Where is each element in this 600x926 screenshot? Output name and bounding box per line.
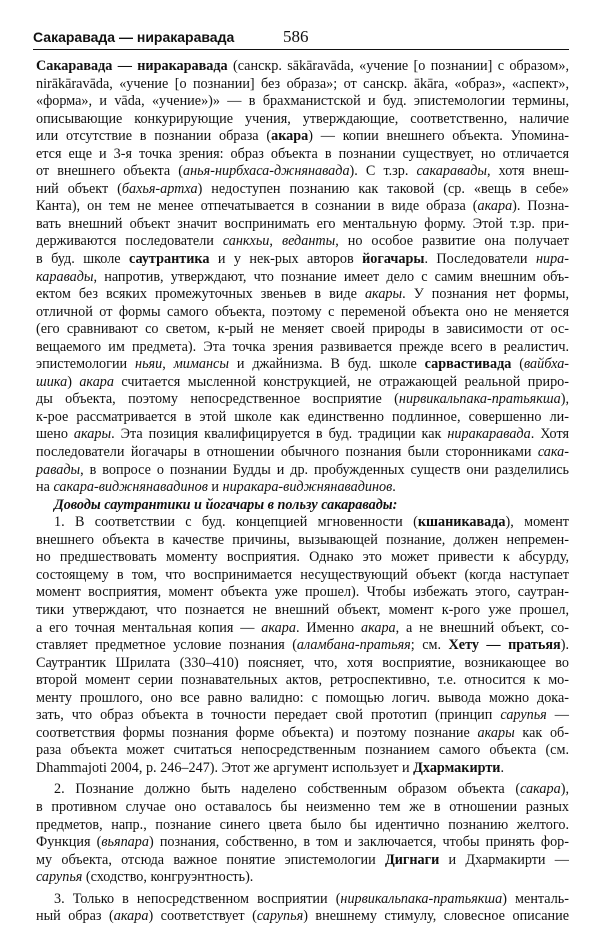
- text-run: ний объект (: [36, 180, 122, 197]
- page-header: [33, 27, 569, 50]
- text-run: 2. Познание должно быть наделено собственным образом объекта (: [54, 781, 521, 798]
- text-run: (санскр. sākāravāda, «учение [о познании] с образом»,: [227, 58, 569, 74]
- text-line: [36, 216, 569, 234]
- text-line: [36, 584, 569, 602]
- text-run: ектом без всяких промежуточных звеньев в виде: [36, 286, 365, 303]
- text-run: , а не внешний объект, со-: [395, 619, 569, 636]
- text-line: [36, 549, 569, 567]
- italic-term: шика: [36, 373, 68, 390]
- text-line: [36, 181, 569, 199]
- text-run: ) познания, собственно, в том и заключается, чтобы принять фор-: [148, 834, 569, 851]
- text-line: [36, 532, 569, 550]
- text-run: ). Позна-: [512, 198, 569, 215]
- italic-term: акары: [364, 286, 403, 303]
- italic-term: акара: [79, 373, 114, 390]
- text-line: [36, 869, 569, 887]
- article-body: [36, 58, 569, 926]
- text-line: [36, 760, 569, 778]
- italic-term: сакара: [520, 781, 561, 798]
- text-line: [36, 725, 569, 743]
- text-run: внешнего объекта в качестве причины, вызывающей познание, должен непремен-: [36, 531, 569, 548]
- text-run: тики утверждают, что познается не внешний объект, момент к-рого уже прошел,: [36, 601, 569, 618]
- text-run: .: [500, 759, 505, 776]
- text-run: последователи йогачары в отношении обычного познания были сторонниками: [36, 444, 538, 461]
- text-line: [36, 497, 569, 515]
- text-run: Канта), он тем не менее отпечатывается в сознании в виде образа (: [36, 198, 478, 215]
- text-run: ный образ (: [36, 908, 114, 925]
- italic-term: каравады: [36, 268, 94, 285]
- italic-term: бахья-артха: [121, 180, 198, 197]
- italic-term: акара: [113, 908, 149, 925]
- text-run: соответствия формы познания форме объекта) и поэтому познание: [36, 724, 478, 741]
- text-line: [36, 269, 569, 287]
- text-run: . У познания нет формы,: [402, 286, 569, 303]
- text-run: ,: [162, 356, 174, 373]
- text-run: раза объекта может считаться непосредственным познанием самого объекта (см.: [36, 742, 569, 759]
- text-line: [36, 908, 569, 926]
- text-run: и джайнизма. В буд. школе: [228, 356, 425, 373]
- text-run: от внешнего объекта (: [36, 163, 184, 180]
- text-run: описывающие конкурирующие учения, утверждающие, соответственно, наличие: [36, 110, 569, 127]
- text-run: ставляет предметное условие познания (: [36, 637, 297, 654]
- text-run: зать, что образ объекта в точности передает свой прототип (принцип: [36, 707, 501, 724]
- text-line: [36, 781, 569, 799]
- text-run: , хотя внеш-: [487, 163, 569, 180]
- text-line: [36, 391, 569, 409]
- page-number: 586: [283, 27, 309, 46]
- italic-term: мимансы: [173, 356, 229, 373]
- text-run: .: [392, 479, 396, 496]
- text-run: Dhammajoti 2004, p. 246–247). Этот же аргумент использует и: [36, 759, 414, 776]
- italic-term: нирвикальпака-пратьякша: [340, 890, 503, 907]
- text-line: [36, 163, 569, 181]
- italic-term: сакаравады: [416, 163, 488, 180]
- text-run: Функция (: [36, 834, 102, 851]
- text-line: [36, 426, 569, 444]
- text-line: [36, 637, 569, 655]
- text-line: [36, 286, 569, 304]
- text-line: [36, 321, 569, 339]
- italic-term: акара: [360, 619, 396, 636]
- text-line: [36, 339, 569, 357]
- text-run: в противном случае оно оставалось бы неизменно тем же в отношении разных: [36, 798, 569, 815]
- text-run: держиваются последователи: [36, 233, 223, 250]
- text-line: [36, 479, 569, 497]
- text-line: [36, 146, 569, 164]
- text-run: Саутрантик Шрилата (330–410) поясняет, что, хотя восприятие, возникающее во: [36, 654, 569, 671]
- text-run: . Эта позиция квалифицируется в буд. традиции как: [111, 426, 448, 443]
- italic-term: вайбха-: [523, 356, 570, 373]
- italic-term: ниракара-виджнянавадинов: [222, 479, 393, 496]
- text-run: но предшествовать моменту восприятия. Однако это может привести к абсурду,: [36, 549, 569, 566]
- text-line: [36, 304, 569, 322]
- italic-term: акары: [477, 724, 515, 741]
- text-line: [36, 128, 569, 146]
- italic-term: санкхьи: [222, 233, 270, 250]
- text-run: состоящему в том, что воспринимается несуществующий объект (когда наступает: [36, 566, 569, 583]
- text-run: ), момент: [505, 514, 570, 531]
- italic-term: акара: [261, 619, 296, 636]
- text-line: [36, 198, 569, 216]
- text-line: [36, 462, 569, 480]
- text-line: [36, 356, 569, 374]
- text-run: ). С т.зр.: [349, 163, 417, 180]
- text-run: му объекта, отсюда важное понятие эпистемологии: [36, 851, 385, 868]
- text-run: второй момент серии познавательных актов, ретроспективно, т.е. относится к мо-: [36, 672, 569, 689]
- bold-term: Хету — пратьяя: [448, 637, 561, 654]
- text-run: менту прошлого, оно все равно валидно: с помощью логич. вывода можно дока-: [36, 689, 569, 706]
- text-line: [36, 834, 569, 852]
- text-run: , но особое развитие она получает: [335, 233, 569, 250]
- italic-term: сакара-виджнянавадинов: [53, 479, 208, 496]
- bold-term: Сакаравада — ниракаравада: [36, 58, 228, 74]
- bold-term: акара: [271, 128, 309, 145]
- text-run: ).: [560, 637, 569, 654]
- text-line: [36, 742, 569, 760]
- text-run: (: [511, 356, 524, 373]
- text-run: ды объекта, поэтому непосредственное восприятие (: [36, 391, 399, 408]
- italic-term: вьяпара: [101, 834, 149, 851]
- text-line: [36, 374, 569, 392]
- text-run: . Последователи: [424, 251, 536, 268]
- text-run: ) недоступен познанию как таковой (ср. «вещь в себе»: [197, 180, 569, 197]
- text-run: на: [36, 479, 54, 496]
- bold-term: сарвастивада: [424, 356, 512, 373]
- text-run: к-рое рассматривается в этой школе как единственно подлинное, совершенно ли-: [36, 408, 569, 425]
- text-run: 1. В соответствии с буд. концепцией мгновенности (: [54, 514, 418, 531]
- text-run: ,: [269, 233, 282, 250]
- text-run: в буд. школе: [36, 251, 129, 268]
- text-line: [36, 251, 569, 269]
- bold-term: йогачары: [362, 251, 425, 268]
- text-run: и Дхармакирти —: [439, 851, 569, 868]
- italic-term: веданты: [281, 233, 336, 250]
- text-run: отличной от формы самого объекта, поэтому с переменой объекта оно не меняется: [36, 303, 569, 320]
- text-run: (сходство, конгруэнтность).: [82, 869, 254, 886]
- italic-term: сака-: [537, 444, 569, 461]
- italic-term: сарупья: [36, 869, 83, 886]
- italic-term: акара: [477, 198, 513, 215]
- text-line: [36, 444, 569, 462]
- italic-term: нирвикальпака-пратьякша: [398, 391, 561, 408]
- italic-term: ньяи: [135, 356, 163, 373]
- text-line: [36, 852, 569, 870]
- text-run: ),: [560, 391, 569, 408]
- text-line: [36, 690, 569, 708]
- text-run: как об-: [514, 724, 569, 741]
- text-line: [36, 514, 569, 532]
- text-line: [36, 58, 569, 76]
- italic-term: акары: [73, 426, 112, 443]
- italic-term: равады: [36, 461, 81, 478]
- text-line: [36, 233, 569, 251]
- italic-term: нира-: [535, 251, 569, 268]
- text-run: считается мысленной конструкцией, не отражающей реальной приро-: [114, 373, 569, 390]
- bold-term: Дхармакирти: [413, 759, 501, 776]
- bold-term: саутрантика: [129, 251, 210, 268]
- text-run: ) внешнему стимулу, словесное описание: [303, 908, 569, 925]
- text-run: и: [207, 479, 223, 496]
- text-line: [36, 567, 569, 585]
- text-line: [36, 111, 569, 129]
- text-run: (его сравнивают со светом, к-рый не меняет своей природы в зависимости от ос-: [36, 321, 569, 338]
- text-run: ) соответствует (: [148, 908, 257, 925]
- text-run: , напротив, утверждают, что познание имеет дело с самим внешним объ-: [93, 268, 569, 285]
- text-run: и у нек-рых авторов: [209, 251, 363, 268]
- text-line: [36, 76, 569, 94]
- text-run: шено: [36, 426, 74, 443]
- text-run: 3. Только в непосредственном восприятии (: [54, 890, 341, 907]
- text-run: . Хотя: [530, 426, 570, 443]
- text-run: , в вопросе о познании Будды и др. пробужденных существ они разделились: [80, 461, 569, 478]
- text-line: [36, 620, 569, 638]
- text-run: вещаемого им предмета). Эта точка зрения развивается прежде всего в реалистич.: [36, 338, 569, 355]
- text-line: [36, 93, 569, 111]
- italic-term: аламбана-пратьяя: [296, 637, 411, 654]
- text-run: . Именно: [295, 619, 361, 636]
- text-line: [36, 707, 569, 725]
- text-run: ) — копии внешнего объекта. Упомина-: [308, 128, 569, 145]
- text-run: ): [67, 373, 80, 390]
- text-run: ) менталь-: [502, 890, 569, 907]
- bold-term: Дигнаги: [385, 851, 440, 868]
- text-run: «форма», и vāda, «учение»)» — в брахманистской и буд. эпистемологии термины,: [36, 93, 569, 110]
- section-heading: Доводы саутрантики и йогачары в пользу сакаравады:: [54, 496, 398, 513]
- text-run: предметов, напр., познание синего цвета было бы идентично познанию желтого.: [36, 816, 569, 833]
- italic-term: сарупья: [500, 707, 547, 724]
- italic-term: ниракаравада: [447, 426, 531, 443]
- text-run: или отсутствие в познании образа (: [36, 128, 272, 145]
- bold-term: кшаникавада: [417, 514, 506, 531]
- text-run: а его точная ментальная копия —: [36, 619, 262, 636]
- text-run: эпистемологии: [36, 356, 136, 373]
- text-run: ),: [560, 781, 569, 798]
- text-line: [36, 602, 569, 620]
- running-head: Сакаравада — ниракаравада: [33, 29, 235, 45]
- text-run: ; см.: [410, 637, 449, 654]
- text-line: [36, 817, 569, 835]
- text-run: ется еще и 3-я точка зрения: образ объекта в познании существует, но отличается: [36, 145, 569, 162]
- text-line: [36, 891, 569, 909]
- text-line: [36, 409, 569, 427]
- text-run: момент восприятия, момент объекта уже прошел). Чтобы избежать этого, саутран-: [36, 584, 569, 601]
- text-line: [36, 655, 569, 673]
- italic-term: анья-нирбхаса-джнянавада: [183, 163, 350, 180]
- italic-term: сарупья: [256, 908, 304, 925]
- text-line: [36, 672, 569, 690]
- text-run: nirākāravāda, «учение [о познании] без образа»; от санскр. ākāra, «образ», «аспект»,: [36, 75, 569, 92]
- text-run: —: [546, 707, 569, 724]
- text-run: вать внешний объект значит воспринимать его ментальную форму. Этой т.зр. при-: [36, 215, 569, 232]
- text-line: [36, 799, 569, 817]
